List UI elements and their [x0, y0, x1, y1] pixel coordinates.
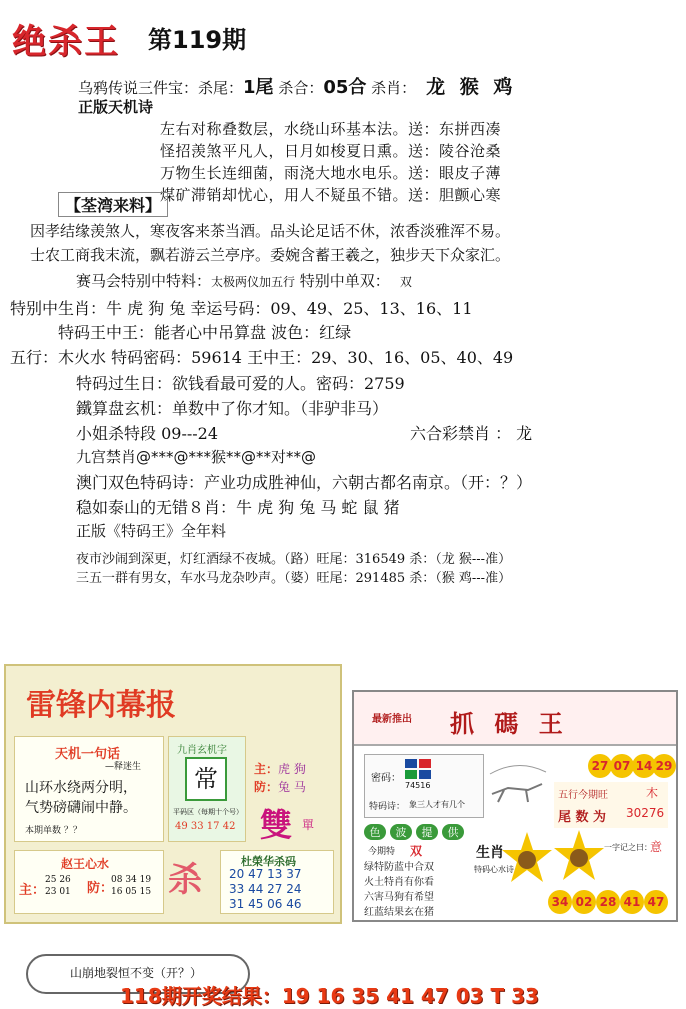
zhu2-label: 主： — [19, 883, 46, 898]
top-ball-1: 27 — [588, 754, 612, 778]
tianji-text-2: 气势磅礴闹中静。 — [25, 800, 137, 816]
nums-a1: 25 26 — [45, 875, 71, 885]
leifeng-card — [4, 664, 342, 924]
tab-se: 色 — [364, 824, 386, 840]
tianji-sub: —释迷生 — [105, 762, 142, 772]
poem-line-4: 煤矿滞销却忧心，用人不疑虽不错。送：胆颤心寒 — [160, 186, 502, 204]
poem-title: 正版天机诗 — [78, 98, 154, 116]
wuxing-line: 五行今期旺 — [558, 790, 608, 801]
wuxing-value: 木 — [646, 786, 659, 800]
dog-burst-icon-2 — [554, 830, 604, 880]
source-label: 【荃湾来料】 — [58, 192, 168, 217]
wuya-tail: 1尾 — [243, 77, 274, 98]
nums-a2: 23 01 — [45, 887, 71, 897]
bottom-ball-2: 02 — [572, 890, 596, 914]
mima-num: 74516 — [405, 781, 431, 790]
zhongxin-box — [14, 850, 164, 914]
poem-line-3: 万物生长连细菌，雨浇大地水电乐。送：眼皮子薄 — [160, 164, 502, 182]
top-ball-3: 14 — [632, 754, 656, 778]
row-zhengban: 正版《特码王》全年料 — [76, 522, 227, 540]
source-text-1: 因孝结缘羡煞人，寒夜客来茶当酒。品头论足话不休，浓香淡雅浑不易。 — [30, 222, 511, 240]
row-wenru: 稳如泰山的无错８肖：牛 虎 狗 兔 马 蛇 鼠 猪 — [76, 498, 400, 517]
row-wuxing: 五行：木火水 特码密码：59614 王中王：29、30、16、05、40、49 — [10, 348, 514, 367]
shuang-char: 雙 — [260, 806, 293, 844]
wuya-mid: 杀合： — [273, 79, 324, 97]
row-xiaojie: 小姐杀特段 09---24 — [76, 424, 219, 443]
dog-burst-icon — [502, 832, 552, 882]
yizi-value: 意 — [650, 840, 663, 854]
shazhao-box — [220, 850, 334, 914]
side-text: 特码心水诗 — [474, 865, 514, 874]
jiuzi-title: 九肖玄机字 — [177, 745, 227, 756]
row-tiesuan: 鐵算盘玄机：单数中了你才知。（非驴非马） — [76, 399, 389, 418]
wuya-kill: 龙 猴 鸡 — [426, 76, 517, 98]
row-liuhe-jin: 六合彩禁肖 ： 龙 — [410, 424, 533, 443]
jiuzi-char: 常 — [185, 757, 227, 801]
zhu-label: 主： — [254, 762, 279, 776]
page-title: 绝杀王 — [12, 22, 120, 62]
fang2-label: 防： — [87, 881, 114, 896]
danshuang-label: 特别中单双： — [295, 272, 390, 290]
mima-box — [364, 754, 484, 818]
tab-ti: 提 — [416, 824, 438, 840]
shazhao-title: 杜榮华杀码 — [241, 855, 296, 868]
poem-line-2: 怪招羡煞平凡人，日月如梭夏日熏。送：陵谷沧桑 — [160, 142, 502, 160]
jiuzi-nums: 49 33 17 42 — [175, 821, 236, 832]
mima-label: 密码： — [371, 773, 401, 784]
color-tabs — [364, 824, 482, 842]
jiuzi-foot: 平码区（每期十个号） — [173, 808, 243, 816]
poem-r-2: 火土特肖有你看 — [364, 877, 434, 888]
tab-bo: 波 — [390, 824, 412, 840]
saima-row — [76, 270, 412, 291]
top-ball-2: 07 — [610, 754, 634, 778]
weishu-value: 30276 — [626, 806, 665, 820]
logo-icon — [405, 759, 431, 779]
poem-r-4: 红蓝结果玄在猪 — [364, 907, 434, 918]
bottom-ball-3: 28 — [596, 890, 620, 914]
row-tema-wang: 特码王中王：能者心中吊算盘 波色：红绿 — [58, 323, 352, 342]
issue-number: 第119期 — [148, 26, 247, 54]
zhuama-title: 抓 碼 王 — [450, 709, 569, 738]
dog-sketch-icon — [488, 754, 548, 814]
jiuzi-box — [168, 736, 246, 842]
wuxing-box — [554, 782, 668, 828]
row-yeshi-1: 夜市沙闹到深更，灯红酒绿不夜城。（路）旺尾：316549 杀：（龙 猴---准） — [76, 552, 512, 567]
sha-row-2: 33 44 27 24 — [229, 882, 302, 896]
top-ball-4: 29 — [652, 754, 676, 778]
yizi-label: 一字记之曰： — [604, 843, 652, 852]
sha-row-1: 20 47 13 37 — [229, 867, 302, 881]
line-wuya — [78, 72, 516, 99]
zhuama-card — [352, 690, 678, 922]
sha-char: 杀 — [168, 860, 202, 900]
leifeng-title: 雷锋内幕报 — [26, 688, 176, 723]
result-banner: 118期开奖结果：19 16 35 41 47 03 T 33 — [120, 984, 539, 1008]
dan-char: 單 — [302, 818, 315, 832]
tianji-box — [14, 736, 164, 842]
zhu-row — [254, 760, 306, 777]
poem-r-3: 六害马狗有希望 — [364, 892, 434, 903]
zhuama-tag: 最新推出 — [372, 714, 412, 725]
sha-row-3: 31 45 06 46 — [229, 897, 302, 911]
tema-text: 象三人才有几个 — [409, 800, 465, 809]
saima-small: 太极两仪加五行 — [211, 275, 296, 289]
tianji-footer: 本期单数 ？？ — [25, 826, 82, 836]
cloud-text: 山崩地裂恒不变（开？） — [70, 966, 203, 980]
zhongxin-title: 赵王心水 — [61, 857, 110, 871]
tianji-title: 天机一句话 — [55, 747, 121, 762]
jinqi-value: 双 — [410, 844, 423, 858]
tianji-text-1: 山环水绕两分明， — [25, 780, 137, 796]
tema-label: 特码诗： — [369, 802, 406, 812]
saima-label: 赛马会特别中特料： — [76, 272, 212, 290]
wuya-kill-label: 杀肖： — [366, 79, 417, 97]
jinqi-label: 今期特 — [368, 847, 396, 857]
weishu-label: 尾 数 为 — [558, 810, 607, 825]
wuya-he: 05合 — [323, 77, 367, 98]
fang-row — [254, 778, 306, 795]
bottom-ball-1: 34 — [548, 890, 572, 914]
shengxiao-label: 生肖 — [476, 845, 504, 861]
row-jiugong: 九宫禁肖@***@***猴**@**对**@ — [76, 448, 317, 466]
row-yeshi-2: 三五一群有男女，车水马龙杂吵声。（婆）旺尾：291485 杀：（猴 鸡---准） — [76, 571, 512, 586]
row-guoshengri: 特码过生日：欲钱看最可爱的人。密码：2759 — [76, 374, 405, 393]
nums-b2: 16 05 15 — [111, 887, 152, 897]
bottom-ball-5: 47 — [644, 890, 668, 914]
poem-line-1: 左右对称叠数层，水绕山环基本法。送：东拼西凑 — [160, 120, 502, 138]
tab-gong: 供 — [442, 824, 464, 840]
source-text-2: 士农工商我末流，飘若游云兰亭序。委婉含蓄王羲之，独步天下众家汇。 — [30, 246, 511, 264]
wuya-label: 乌鸦传说三件宝：杀尾： — [78, 79, 244, 97]
row-aomen: 澳门双色特码诗：产业功成胜神仙，六朝古都名南京。（开：？） — [76, 473, 533, 492]
bottom-ball-4: 41 — [620, 890, 644, 914]
nums-b1: 08 34 19 — [111, 875, 152, 885]
zhu-value: 虎 狗 — [278, 762, 306, 776]
danshuang-value: 双 — [399, 275, 412, 289]
poem-r-1: 绿特防蓝中合双 — [364, 862, 434, 873]
fang-value: 兔 马 — [278, 780, 306, 794]
fang-label: 防： — [254, 780, 279, 794]
row-shengxiao: 特别中生肖：牛 虎 狗 兔 幸运号码：09、49、25、13、16、11 — [10, 299, 473, 318]
